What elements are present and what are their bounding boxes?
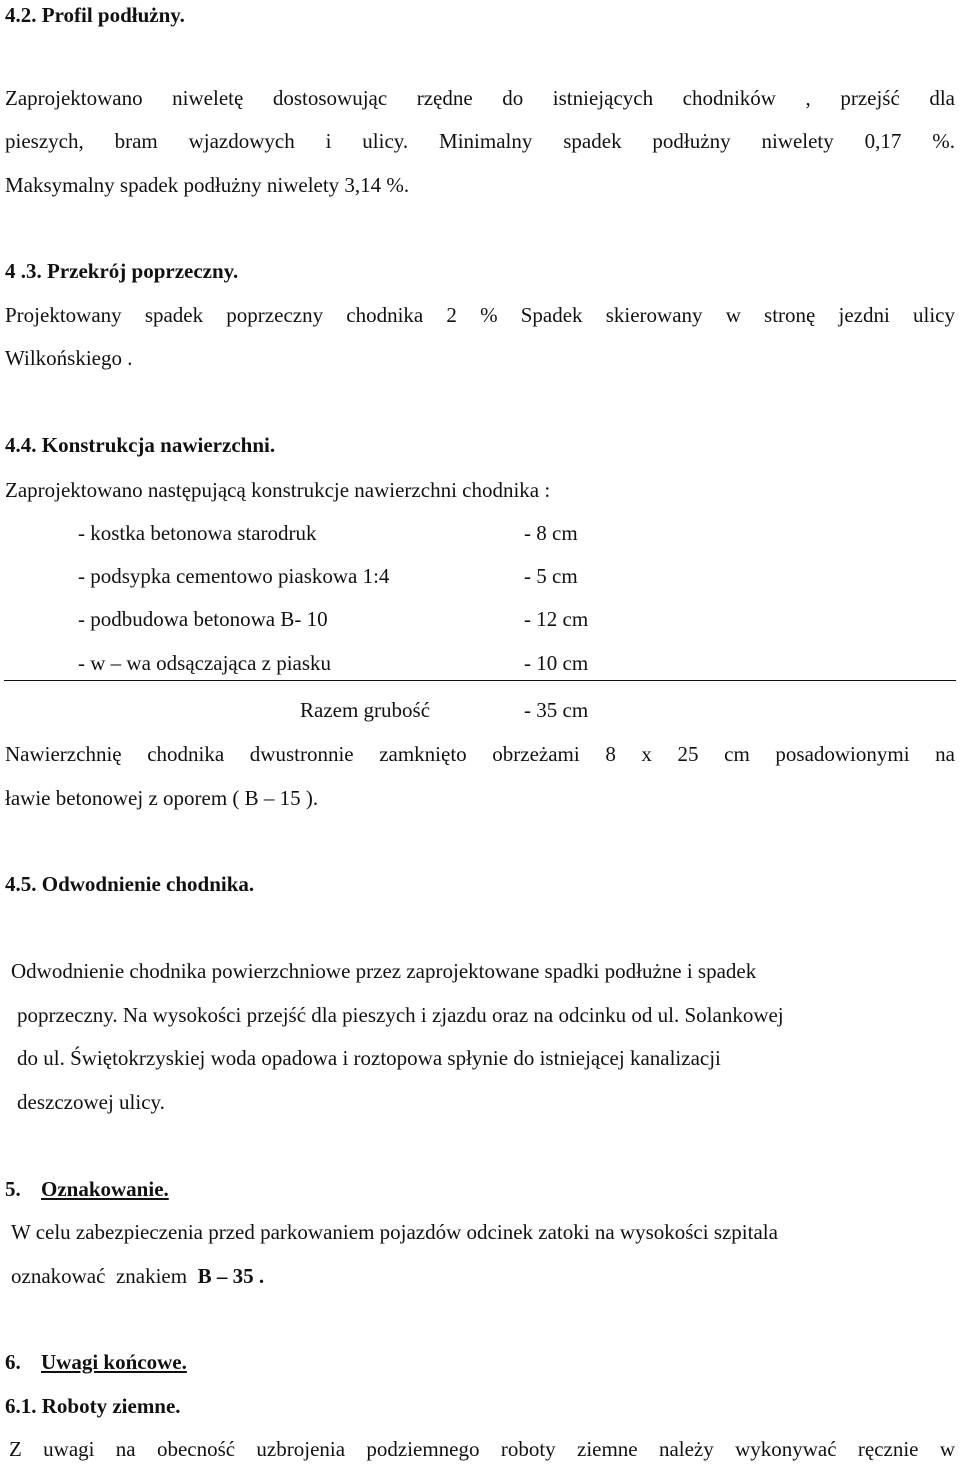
layer-name: - kostka betonowa starodruk bbox=[78, 521, 317, 545]
subsection-heading-6-1: 6.1. Roboty ziemne. bbox=[5, 1394, 181, 1418]
paragraph-line: W celu zabezpieczenia przed parkowaniem pojazdów odcinek zatoki na wysokości szpitala bbox=[11, 1220, 778, 1244]
total-label: Razem grubość bbox=[300, 698, 431, 722]
paragraph-line: pieszych, bram wjazdowych i ulicy. Minimalny spadek podłużny niwelety 0,17 %. bbox=[5, 129, 955, 153]
section-number-5: 5. bbox=[5, 1177, 21, 1201]
section-heading-4-5: 4.5. Odwodnienie chodnika. bbox=[5, 872, 255, 896]
layer-thickness: - 8 cm bbox=[524, 521, 578, 545]
layer-thickness: - 12 cm bbox=[524, 607, 589, 631]
layer-name: - w – wa odsączająca z piasku bbox=[78, 651, 332, 675]
paragraph-line: ławie betonowej z oporem ( B – 15 ). bbox=[5, 786, 319, 810]
paragraph-line bbox=[11, 1263, 264, 1289]
section-heading-4-3: 4 .3. Przekrój poprzeczny. bbox=[5, 259, 239, 283]
sum-rule bbox=[4, 680, 956, 681]
paragraph-line: Maksymalny spadek podłużny niwelety 3,14 %. bbox=[5, 173, 410, 197]
layer-name: - podbudowa betonowa B- 10 bbox=[78, 607, 328, 631]
paragraph-line: Nawierzchnię chodnika dwustronnie zamknięto obrzeżami 8 x 25 cm posadowionymi na bbox=[5, 742, 955, 766]
layer-thickness: - 10 cm bbox=[524, 651, 589, 675]
total-value: - 35 cm bbox=[524, 698, 589, 722]
section-heading-4-4: 4.4. Konstrukcja nawierzchni. bbox=[5, 433, 276, 457]
paragraph-line: poprzeczny. Na wysokości przejść dla pieszych i zjazdu oraz na odcinku od ul. Solankowej bbox=[17, 1003, 784, 1027]
layer-thickness: - 5 cm bbox=[524, 564, 578, 588]
paragraph-line: Zaprojektowano następującą konstrukcje nawierzchni chodnika : bbox=[5, 478, 551, 502]
paragraph-line: deszczowej ulicy. bbox=[17, 1090, 165, 1114]
paragraph-line: do ul. Świętokrzyskiej woda opadowa i roztopowa spłynie do istniejącej kanalizacji bbox=[17, 1046, 721, 1070]
paragraph-line: Projektowany spadek poprzeczny chodnika 2 % Spadek skierowany w stronę jezdni ulicy bbox=[5, 303, 955, 327]
paragraph-line: Z uwagi na obecność uzbrojenia podziemnego roboty ziemne należy wykonywać ręcznie w bbox=[9, 1437, 955, 1461]
section-number-6: 6. bbox=[5, 1350, 21, 1374]
paragraph-text: oznakować znakiem bbox=[11, 1264, 198, 1288]
paragraph-line: Wilkońskiego . bbox=[5, 346, 133, 370]
paragraph-line: Odwodnienie chodnika powierzchniowe przez zaprojektowane spadki podłużne i spadek bbox=[11, 959, 757, 983]
section-heading-5: Oznakowanie. bbox=[41, 1177, 169, 1201]
road-sign-code: B – 35 . bbox=[197, 1264, 265, 1288]
paragraph-line: Zaprojektowano niweletę dostosowując rzędne do istniejących chodników , przejść dla bbox=[5, 86, 955, 110]
section-heading-4-2: 4.2. Profil podłużny. bbox=[5, 3, 185, 27]
layer-name: - podsypka cementowo piaskowa 1:4 bbox=[78, 564, 390, 588]
section-heading-6: Uwagi końcowe. bbox=[41, 1350, 187, 1374]
